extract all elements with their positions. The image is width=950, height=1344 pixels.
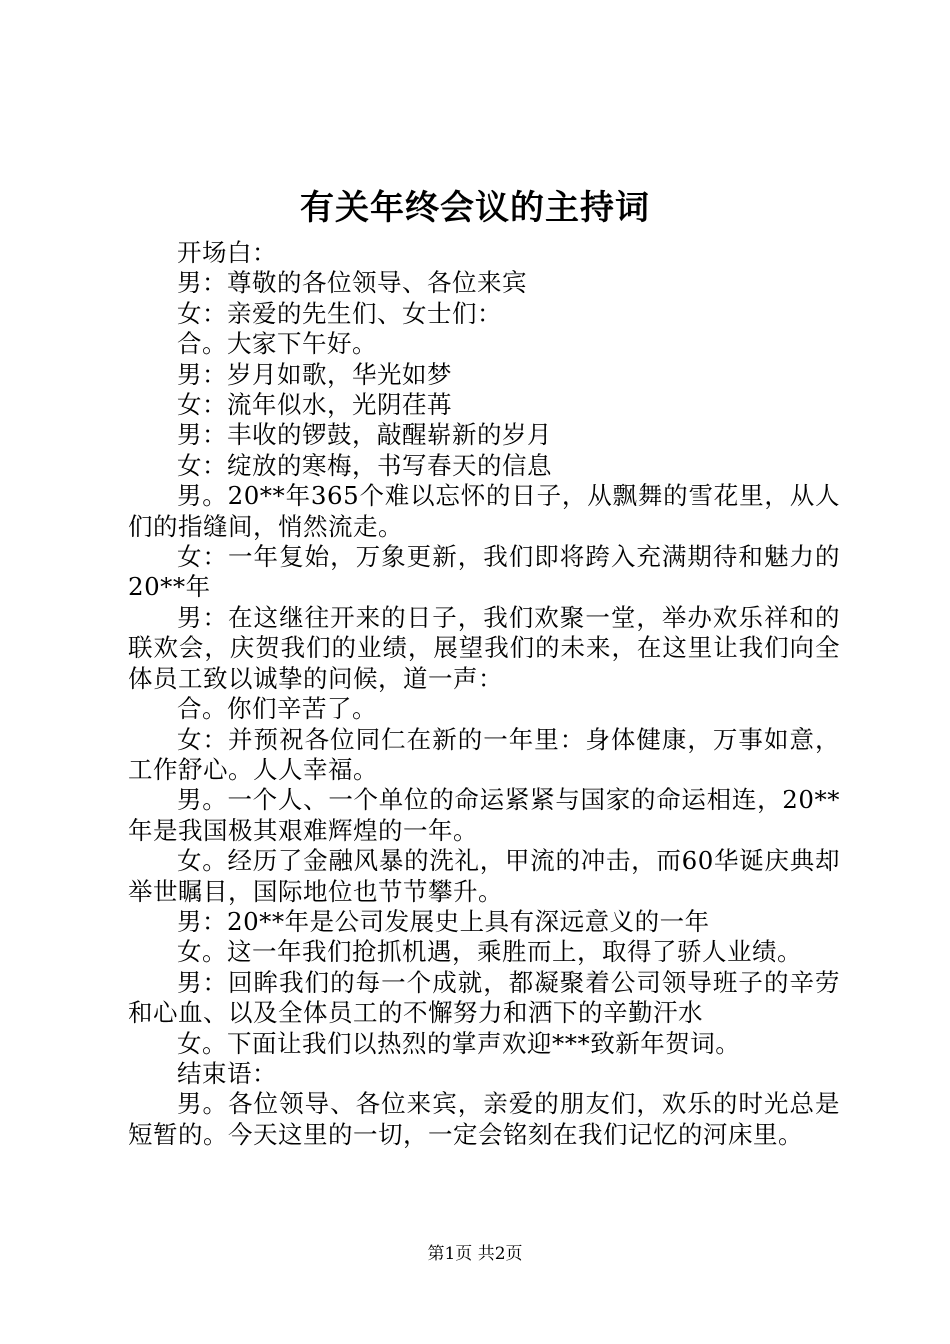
paragraph: 男：20**年是公司发展史上具有深远意义的一年 [177, 906, 710, 936]
paragraph: 男。20**年365个难以忘怀的日子，从飘舞的雪花里，从人们的指缝间，悄然流走。 [128, 481, 840, 541]
paragraph: 男：丰收的锣鼓，敲醒崭新的岁月 [177, 420, 552, 450]
paragraph: 开场白： [177, 238, 277, 267]
page-footer: 第1页 共2页 [427, 1244, 523, 1264]
paragraph: 女：亲爱的先生们、女士们： [177, 298, 502, 328]
paragraph: 女：并预祝各位同仁在新的一年里：身体健康，万事如意，工作舒心。人人幸福。 [128, 724, 840, 784]
paragraph: 男。各位领导、各位来宾，亲爱的朋友们，欢乐的时光总是短暂的。今天这里的一切，一定会铭刻在我们记忆的河床里。 [128, 1089, 840, 1149]
document-body [128, 238, 840, 1150]
document-title: 有关年终会议的主持词 [300, 188, 650, 228]
paragraph: 女：绽放的寒梅，书写春天的信息 [177, 450, 552, 480]
paragraph: 男：岁月如歌，华光如梦 [177, 359, 452, 389]
paragraph: 男：在这继往开来的日子，我们欢聚一堂，举办欢乐祥和的联欢会，庆贺我们的业绩，展望我们的未来，在这里让我们向全体员工致以诚挚的问候，道一声： [128, 602, 840, 693]
paragraph: 女。下面让我们以热烈的掌声欢迎***致新年贺词。 [177, 1028, 741, 1058]
paragraph: 合。大家下午好。 [177, 329, 377, 359]
paragraph: 女：流年似水，光阴荏苒 [177, 390, 452, 420]
paragraph: 男：尊敬的各位领导、各位来宾 [177, 268, 527, 298]
paragraph: 结束语： [177, 1058, 277, 1088]
paragraph: 女。经历了金融风暴的洗礼，甲流的冲击，而60华诞庆典却举世瞩目，国际地位也节节攀升。 [128, 846, 840, 906]
paragraph: 女：一年复始，万象更新，我们即将跨入充满期待和魅力的20**年 [128, 542, 840, 602]
paragraph: 女。这一年我们抢抓机遇，乘胜而上，取得了骄人业绩。 [177, 937, 802, 967]
paragraph: 男。一个人、一个单位的命运紧紧与国家的命运相连，20**年是我国极其艰难辉煌的一年。 [128, 785, 840, 845]
paragraph: 合。你们辛苦了。 [177, 694, 377, 724]
paragraph: 男：回眸我们的每一个成就，都凝聚着公司领导班子的辛劳和心血、以及全体员工的不懈努力和洒下的辛勤汗水 [128, 967, 840, 1028]
